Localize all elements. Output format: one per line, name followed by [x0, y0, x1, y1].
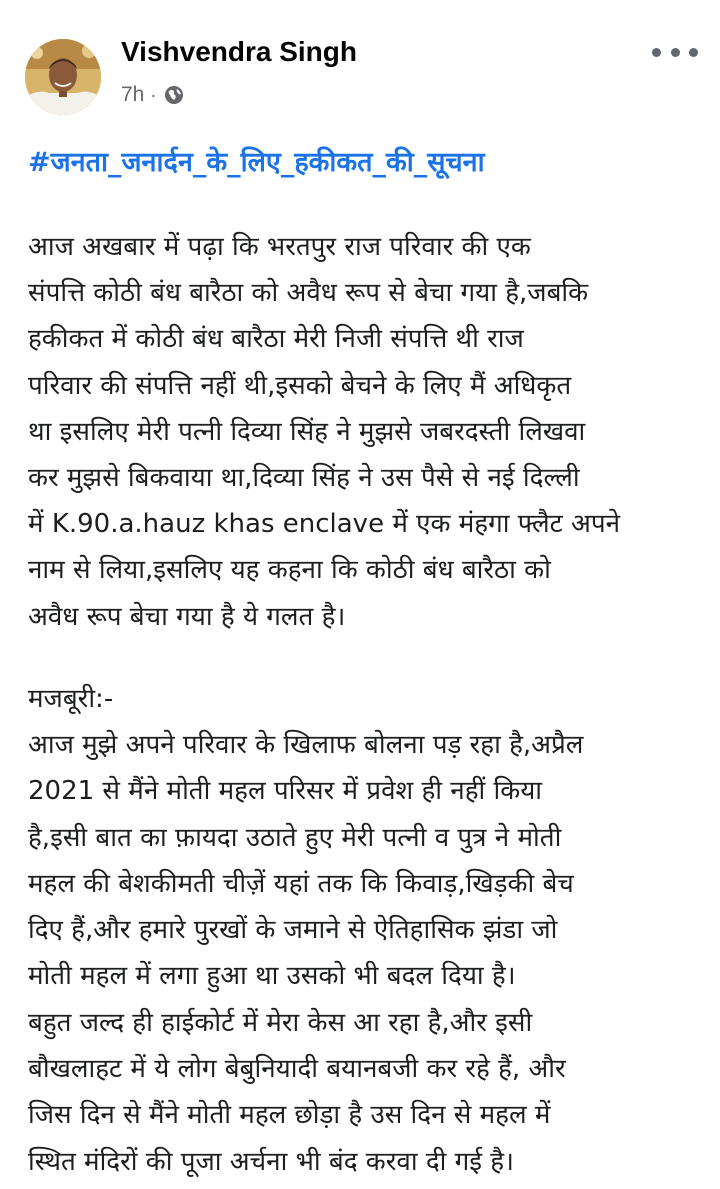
post-header	[0, 0, 720, 120]
post-paragraph-1: आज अखबार में पढ़ा कि भरतपुर राज परिवार की एक संपत्ति कोठी बंध बारैठा को अवैध रूप से बेचा गया है,जबकि हकीकत में कोठी बंध बारैठा मेरी निजी संपत्ति थी राज परिवार की संपत्ति नहीं थी,इसको बेचने के लिए मैं अधिकृत था इसलिए मेरी पत्नी दिव्या सिंह ने मुझसे जबरदस्ती लिखवा कर मुझसे बिकवाया था,दिव्या सिंह ने उस पैसे से नई दिल्ली में K.90.a.hauz khas enclave में एक मंहगा फ्लैट अपने नाम से लिया,इसलिए यह कहना कि कोठी बंध बारैठा को अवैध रूप बेचा गया है ये गलत है।	[28, 232, 621, 632]
globe-icon	[164, 85, 184, 105]
author-name[interactable]: Vishvendra Singh	[121, 36, 357, 67]
post-time[interactable]: 7h	[121, 83, 145, 106]
section-label: मजबूरी:-	[28, 684, 114, 714]
avatar[interactable]	[25, 39, 101, 115]
hashtag-link[interactable]: #जनता_जनार्दन_के_लिए_हकीकत_की_सूचना	[28, 147, 485, 178]
post-paragraph-2: आज मुझे अपने परिवार के खिलाफ बोलना पड़ रहा है,अप्रैल 2021 से मैंने मोती महल परिसर में प्रवेश ही नहीं किया है,इसी बात का फ़ायदा उठाते हुए मेरी पत्नी व पुत्र ने मोती महल की बेशकीमती चीज़ें यहां तक कि किवाड़,खिड़की बेच दिए हैं,और हमारे पुरखों के जमाने से ऐतिहासिक झंडा जो मोती महल में लगा हुआ था उसको भी बदल दिया है। बहुत जल्द ही हाईकोर्ट में मेरा केस आ रहा है,और इसी बौखलाहट में ये लोग बेबुनियादी बयानबजी कर रहे हैं, और जिस दिन से मैंने मोती महल छोड़ा है उस दिन से महल में स्थित मंदिरों की पूजा अर्चना भी बंद करवा दी गई है।	[28, 730, 584, 1177]
more-dot	[689, 48, 698, 57]
profile-photo	[25, 39, 101, 115]
post-meta	[121, 82, 184, 108]
more-options-icon[interactable]	[652, 44, 698, 60]
more-dot	[652, 48, 661, 57]
meta-separator: ·	[150, 84, 157, 105]
more-dot	[671, 48, 680, 57]
